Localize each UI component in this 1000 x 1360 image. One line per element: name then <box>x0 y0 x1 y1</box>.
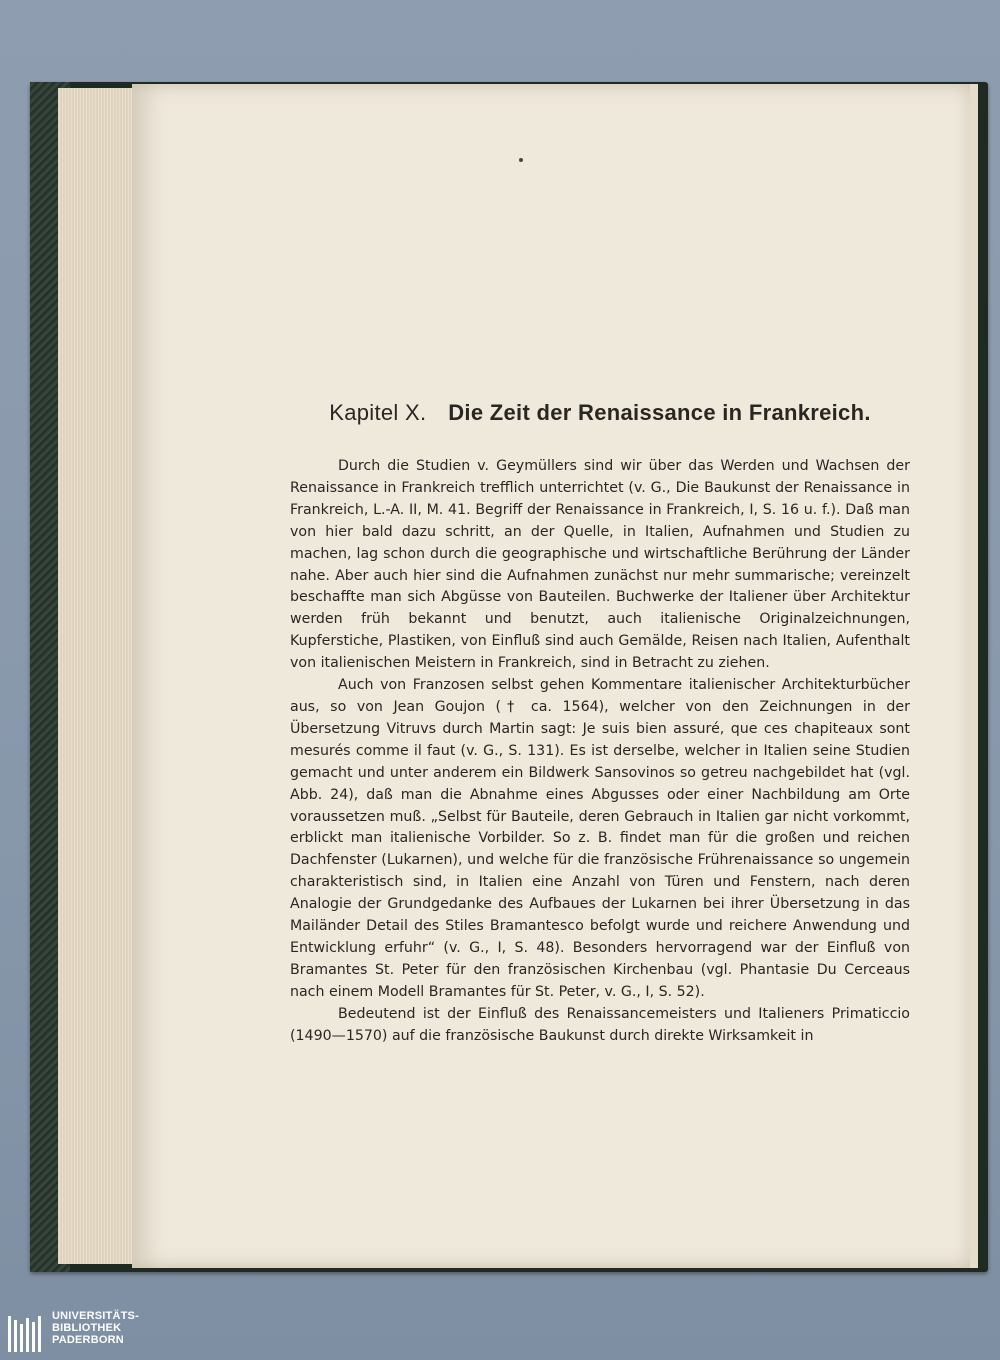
page-text-block <box>290 400 910 1047</box>
chapter-number: Kapitel X. <box>329 400 427 425</box>
print-speck <box>519 158 523 162</box>
paragraph-2: Auch von Franzosen selbst gehen Kommentare italienischer Architekturbücher aus, so von Jean Goujon († ca. 1564), welcher von den Zeichnungen in der Übersetzung Vitruvs durch Martin sagt: Je suis bien assuré, que ces chapiteaux sont mesurés comme il faut (v. G., S. 131). Es ist derselbe, welcher in Italien seine Studien gemacht und unter anderem ein Bildwerk Sansovinos so getreu nachgebildet hat (vgl. Abb. 24), daß man die Abnahme eines Abgusses oder einer Nachbildung am Orte voraussetzen muß. „Selbst für Bauteile, deren Gebrauch in Italien gar nicht vorkommt, erblickt man italienische Vorbilder. So z. B. findet man für die großen und reichen Dachfenster (Lukarnen), und welche für die französische Frührenaissance so ungemein charakteristisch sind, in Italien eine Anzahl von Türen und Fenstern, nach deren Analogie der Grundgedanke des Aufbaues der Lukarnen bei ihrer Übersetzung in das Mailänder Detail des Stiles Bramantesco befolgt wurde und reichere Anwendung und Entwicklung erfuhr“ (v. G., I, S. 48). Besonders hervorragend war der Einfluß von Bramantes St. Peter für den französischen Kirchenbau (vgl. Phantasie Du Cerceaus nach einem Modell Bramantes für St. Peter, v. G., I, S. 52). <box>290 677 910 1000</box>
chapter-heading <box>290 400 910 426</box>
library-logo-line-2: BIBLIOTHEK <box>52 1322 122 1334</box>
library-logo-line-1: UNIVERSITÄTS- <box>52 1310 139 1322</box>
chapter-title: Die Zeit der Renaissance in Frankreich. <box>448 400 871 425</box>
page-right-edge <box>970 84 978 1268</box>
library-logo <box>8 1310 158 1354</box>
paragraph-3: Bedeutend ist der Einfluß des Renaissancemeisters und Italieners Primaticcio (1490—1570) auf die französische Baukunst durch direkte Wirksamkeit in <box>290 1005 910 1044</box>
page-edges <box>58 88 141 1264</box>
library-logo-line-3: PADERBORN <box>52 1334 124 1346</box>
barcode-icon <box>8 1310 48 1354</box>
library-logo-text <box>52 1310 139 1346</box>
paragraph-1: Durch die Studien v. Geymüllers sind wir über das Werden und Wachsen der Renaissance in Frankreich trefflich unterrichtet (v. G., Die Baukunst der Renaissance in Frankreich, L.-A. II, M. 41. Begriff der Renaissance in Frankreich, I, S. 16 u. f.). Daß man von hier bald dazu schritt, an der Quelle, in Italien, Aufnahmen und Studien zu machen, lag schon durch die geographische und wirtschaftliche Berührung der Länder nahe. Aber auch hier sind die Aufnahmen zunächst nur mehr summarische; vereinzelt beschaffte man sich Abgüsse von Bauteilen. Buchwerke der Italiener über Architektur werden früh bekannt und benutzt, auch italienische Originalzeichnungen, Kupferstiche, Plastiken, von Einfluß sind auch Gemälde, Reisen nach Italien, Aufenthalt von italienischen Meistern in Frankreich, sind in Betracht zu ziehen. <box>290 458 910 672</box>
